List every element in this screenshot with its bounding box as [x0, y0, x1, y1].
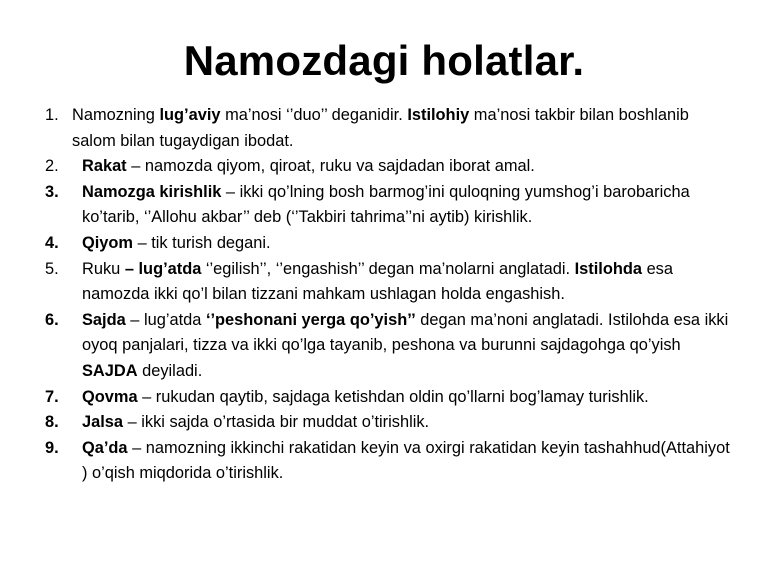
item-number: 7.	[45, 387, 59, 406]
item-number: 9.	[45, 438, 59, 457]
item-text-part: ma’nosi ‘’duo’’ deganidir.	[220, 106, 408, 124]
list-item	[45, 180, 735, 231]
item-term-bold: Qiyom	[82, 233, 134, 252]
item-term-bold: Rakat	[82, 157, 127, 176]
item-term-bold: Jalsa	[82, 413, 124, 432]
item-number: 5.	[45, 259, 59, 278]
item-text	[45, 154, 735, 180]
list-item	[45, 385, 735, 411]
item-term-bold: lug’aviy	[159, 106, 221, 124]
item-term-bold: Namozga kirishlik	[82, 182, 222, 201]
list-item	[45, 308, 735, 385]
item-term-bold: Istilohda	[574, 259, 643, 278]
item-term-bold: – lug’atda	[124, 259, 202, 278]
item-text	[45, 385, 735, 411]
item-text-part: Ruku	[82, 259, 125, 278]
item-term-bold: ‘’peshonani yerga qo’yish’’	[205, 310, 416, 329]
slide-title: Namozdagi holatlar.	[183, 37, 585, 84]
item-number: 2.	[45, 157, 59, 176]
item-number: 1.	[45, 106, 59, 124]
item-term-bold: Qovma	[82, 387, 138, 406]
item-text	[45, 231, 735, 257]
item-text	[45, 436, 735, 487]
item-term-bold: Qa’da	[82, 438, 128, 457]
item-text-part: – namozda qiyom, qiroat, ruku va sajdadan iborat amal.	[126, 157, 535, 176]
item-text	[45, 410, 735, 436]
item-text-part: – tik turish degani.	[133, 233, 271, 252]
item-text-part: – lug’atda	[125, 310, 206, 329]
item-term-bold: Sajda	[82, 310, 126, 329]
item-text	[45, 103, 735, 154]
item-text-part: esa namozda ikki qo’l bilan tizzani mahkam ushlagan holda engashish.	[82, 259, 673, 304]
item-number: 4.	[45, 233, 59, 252]
item-text-part: Namozning	[72, 106, 160, 124]
item-text-part: degan ma’noni anglatadi. Istilohda esa ikki oyoq panjalari, tizza va ikki qo’lga tayanib, peshona va burunni sajdagohga qo’yish	[82, 310, 729, 355]
list-item	[45, 257, 735, 308]
numbered-list	[45, 103, 735, 487]
item-text-part: ma’nosi takbir bilan boshlanib salom bilan tugaydigan ibodat.	[72, 106, 689, 150]
item-number: 3.	[45, 182, 59, 201]
item-text-part: – ikki sajda o’rtasida bir muddat o’tirishlik.	[123, 413, 430, 432]
list-item	[45, 154, 735, 180]
list-item	[45, 103, 735, 154]
item-text	[45, 308, 735, 385]
list-item	[45, 410, 735, 436]
list-item	[45, 436, 735, 487]
item-text	[45, 180, 735, 231]
item-number: 6.	[45, 310, 59, 329]
item-text-part: – namozning ikkinchi rakatidan keyin va oxirgi rakatidan keyin tashahhud(Attahiyot ) o’qish miqdorida o’tirishlik.	[82, 438, 730, 483]
list-item	[45, 231, 735, 257]
item-term-bold: SAJDA	[82, 361, 138, 380]
item-number: 8.	[45, 413, 59, 432]
item-text-part: ‘’egilish’’, ‘’engashish’’ degan ma’nolarni anglatadi.	[201, 259, 575, 278]
item-text-part: – rukudan qaytib, sajdaga ketishdan oldin qo’llarni bog’lamay turishlik.	[137, 387, 649, 406]
item-text-part: deyiladi.	[137, 361, 203, 380]
item-term-bold: Istilohiy	[407, 106, 470, 124]
item-text	[45, 257, 735, 308]
item-text-part: – ikki qo’lning bosh barmog’ini quloqning yumshog’i barobaricha ko’tarib, ‘’Allohu akbar’’ deb (‘’Takbiri tahrima’’ni aytib) kirishlik.	[82, 182, 690, 227]
